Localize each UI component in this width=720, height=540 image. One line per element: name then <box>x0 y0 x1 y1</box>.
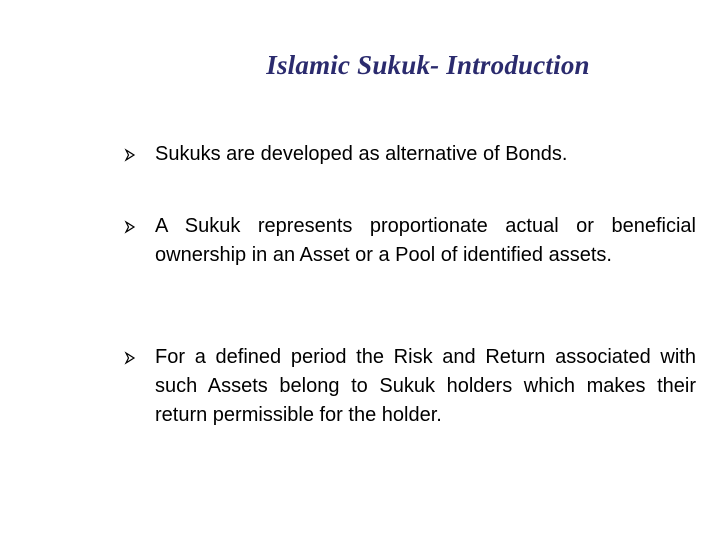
slide-title: Islamic Sukuk- Introduction <box>266 50 590 80</box>
arrowhead-bullet-icon <box>123 220 137 234</box>
bullet-text: A Sukuk represents proportionate actual or beneficial ownership in an Asset or a Pool of identified assets. <box>155 215 696 266</box>
bullet-text: For a defined period the Risk and Return associated with such Assets belong to Sukuk holders which makes their return permissible for the holder. <box>155 346 696 426</box>
arrowhead-bullet-icon <box>123 351 137 365</box>
bullet-text: Sukuks are developed as alternative of Bonds. <box>155 143 568 165</box>
arrowhead-bullet-icon <box>123 148 137 162</box>
